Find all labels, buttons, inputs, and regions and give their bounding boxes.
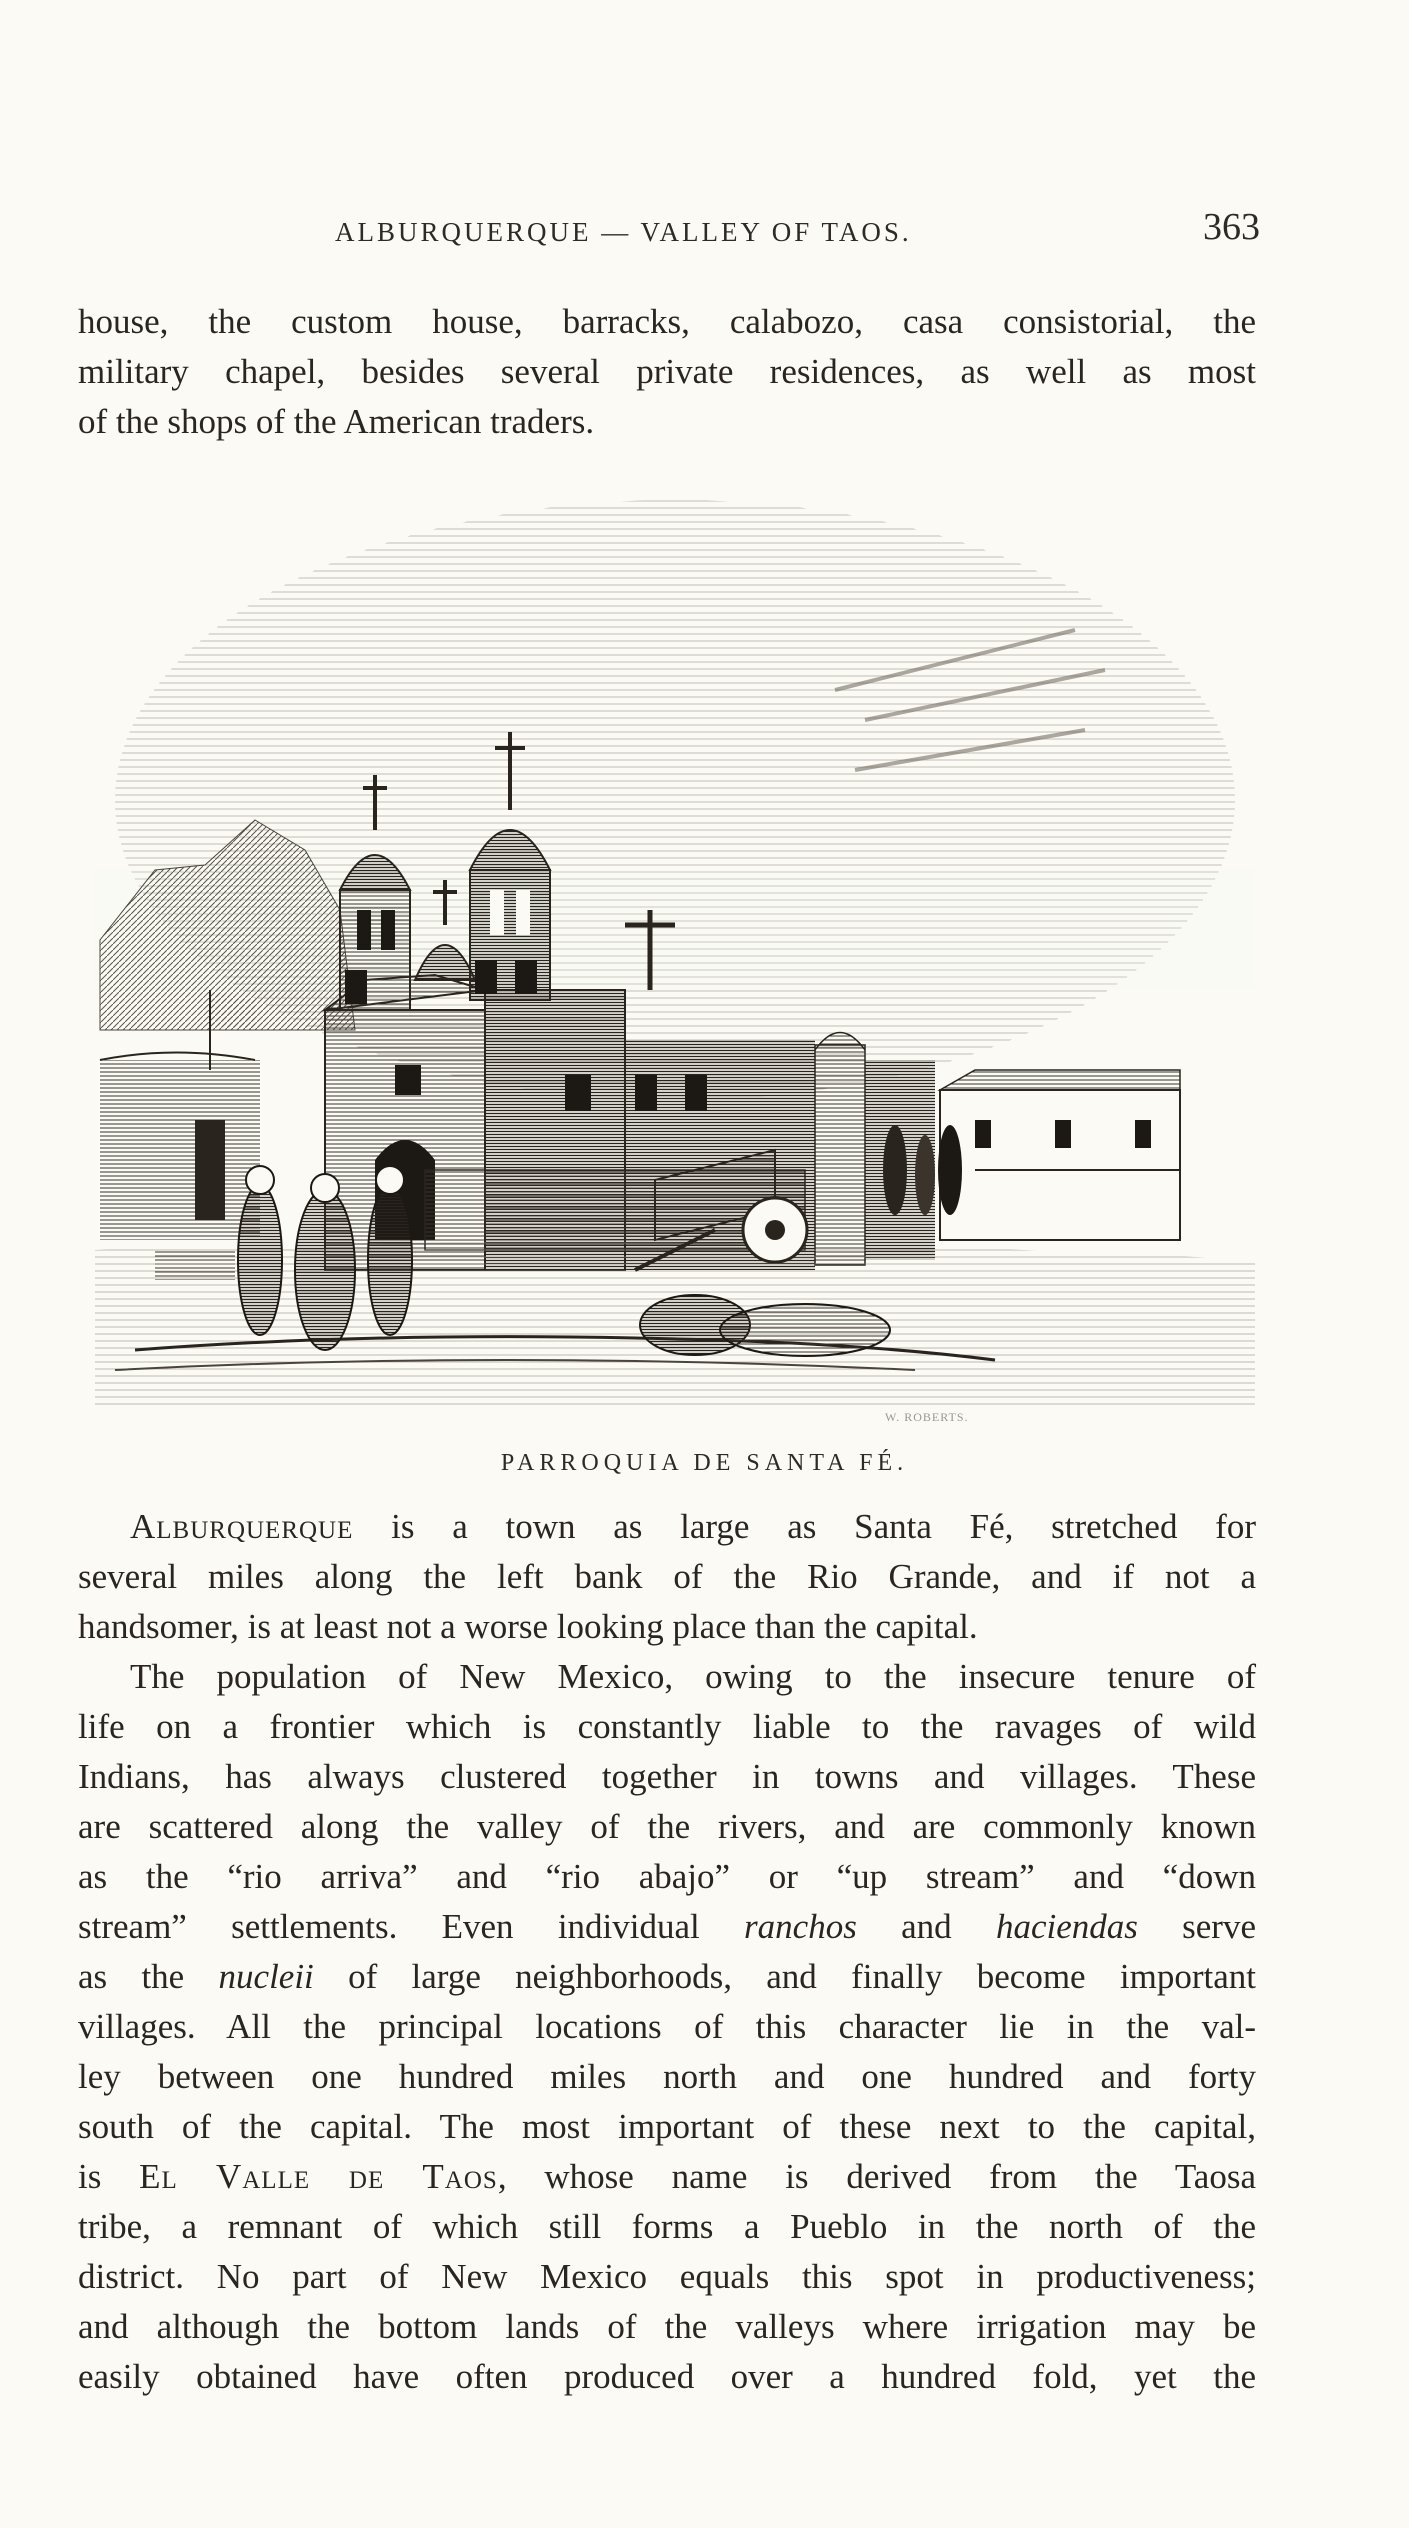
running-head <box>80 205 1260 255</box>
lead-smallcaps: Alburquerque <box>130 1507 354 1546</box>
text-fragment: is <box>78 2157 140 2196</box>
text-fragment: and <box>856 1907 996 1946</box>
text-fragment: serve <box>1137 1907 1256 1946</box>
engraving-illustration <box>95 470 1255 1410</box>
text-line: as the “rio arriva” and “rio abajo” or “up stream” and “down <box>78 1857 1256 1896</box>
text-fragment: as the <box>78 1957 219 1996</box>
text-line <box>78 1502 1256 1552</box>
engraver-signature: W. ROBERTS. <box>885 1410 969 1424</box>
text-line: south of the capital. The most important of these next to the capital, <box>78 2107 1256 2146</box>
italic-term: ranchos <box>744 1907 857 1946</box>
text-line: several miles along the left bank of the Rio Grande, and if not a <box>78 1557 1256 1596</box>
text-line: easily obtained have often produced over a hundred fold, yet the <box>78 2357 1256 2396</box>
text-line: tribe, a remnant of which still forms a Pueblo in the north of the <box>78 2207 1256 2246</box>
text-line: district. No part of New Mexico equals this spot in productiveness; <box>78 2257 1256 2296</box>
church-engraving <box>95 470 1255 1410</box>
text-fragment: stream” settlements. Even individual <box>78 1907 745 1946</box>
italic-term: nucleii <box>218 1957 314 1996</box>
text-line: ley between one hundred miles north and one hundred and forty <box>78 2057 1256 2096</box>
text-fragment: of large neighborhoods, and finally become important <box>313 1957 1256 1996</box>
text-line: Indians, has always clustered together in towns and villages. These <box>78 1757 1256 1796</box>
text-line: and although the bottom lands of the valleys where irrigation may be <box>78 2307 1256 2346</box>
paragraph-alburquerque <box>78 1502 1256 1652</box>
page-number: 363 <box>1203 206 1260 248</box>
text-line: The population of New Mexico, owing to the insecure tenure of <box>130 1657 1256 1696</box>
text-line: villages. All the principal locations of this character lie in the val- <box>78 2007 1256 2046</box>
text-line: are scattered along the valley of the rivers, and are commonly known <box>78 1807 1256 1846</box>
top-paragraph <box>78 297 1256 447</box>
text-line: handsomer, is at least not a worse looking place than the capital. <box>78 1607 978 1646</box>
paragraph-population <box>78 1652 1256 2402</box>
text-line <box>78 1902 1256 1952</box>
italic-term: haciendas <box>995 1907 1138 1946</box>
smallcaps-term: El Valle de Taos <box>139 2157 498 2196</box>
text-fragment: , whose name is derived from the Taosa <box>497 2157 1256 2196</box>
running-title: ALBURQUERQUE — VALLEY OF TAOS. <box>335 217 912 247</box>
text-line: life on a frontier which is constantly liable to the ravages of wild <box>78 1707 1256 1746</box>
text-line <box>78 1952 1256 2002</box>
text-line: of the shops of the American traders. <box>78 402 595 441</box>
text-line: military chapel, besides several private residences, as well as most <box>78 352 1256 391</box>
figure-caption: PARROQUIA DE SANTA FÉ. <box>500 1450 909 1476</box>
text-line <box>78 2152 1256 2202</box>
text-fragment: is a town as large as Santa Fé, stretched for <box>353 1507 1256 1546</box>
text-line: house, the custom house, barracks, calabozo, casa consistorial, the <box>78 302 1256 341</box>
